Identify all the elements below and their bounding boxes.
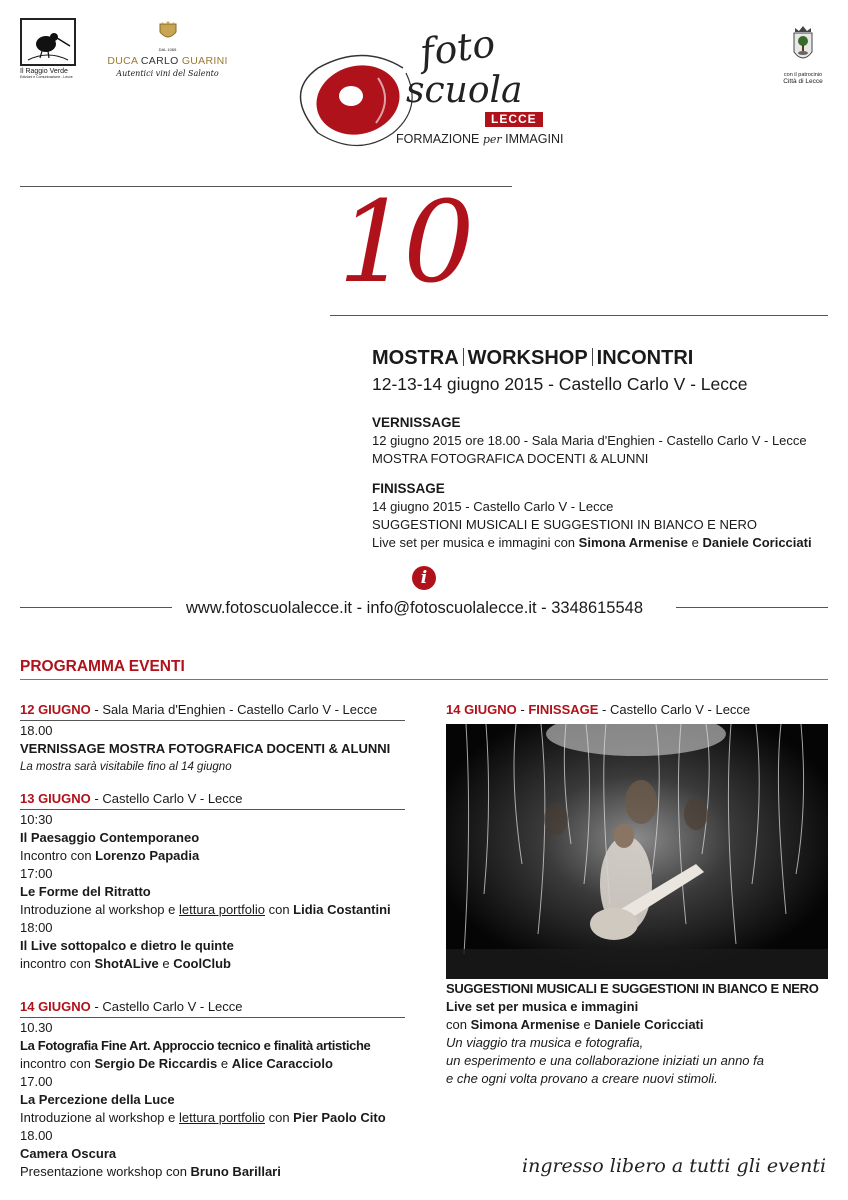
day13-place: - Castello Carlo V - Lecce — [90, 791, 243, 806]
headline-workshop: WORKSHOP — [467, 347, 588, 369]
guarini-name — [95, 55, 240, 67]
logo-tagline — [396, 132, 563, 146]
finissage-artist-1: Simona Armenise — [578, 535, 688, 550]
day13-e3-desc-c: e — [158, 956, 174, 971]
finissage-artist-2: Daniele Coricciati — [702, 535, 812, 550]
day13-e1-desc-a: Incontro con — [20, 848, 96, 863]
edition-number: 10 — [338, 178, 469, 308]
logo-lecce-badge: LECCE — [485, 112, 543, 127]
day13-e1-desc — [20, 847, 405, 865]
finissage-block — [372, 480, 812, 552]
info-icon — [412, 566, 436, 590]
day14-place: - Castello Carlo V - Lecce — [90, 999, 243, 1014]
fotoscuola-logo — [288, 18, 568, 158]
guarini-name-2: CARLO — [140, 55, 179, 67]
day13-e1-speaker: Lorenzo Papadia — [95, 848, 200, 863]
day14-e3-desc — [20, 1163, 405, 1181]
finissage-line3-c: e — [688, 535, 703, 550]
day14-block — [20, 998, 405, 1181]
vernissage-title: VERNISSAGE — [372, 415, 461, 430]
day13-e2-desc-b: con — [264, 902, 294, 917]
finissage-caption-3a: con — [446, 1017, 471, 1032]
guitarist-photo-image — [446, 724, 828, 979]
finissage-caption-4: Un viaggio tra musica e fotografia, — [446, 1035, 644, 1050]
finissage-line3-a: Live set per musica e immagini con — [372, 535, 579, 550]
day14-e3-speaker: Bruno Barillari — [190, 1164, 281, 1179]
finissage-caption-6: e che ogni volta provano a creare nuovi stimoli. — [446, 1071, 718, 1086]
number-divider — [330, 315, 828, 316]
raggio-verde-logo — [20, 18, 76, 79]
day13-e2-desc-a: Introduzione al workshop e — [20, 902, 179, 917]
finissage-program-date: 14 GIUGNO — [446, 702, 517, 717]
day13-e3-guest-2: CoolClub — [173, 956, 231, 971]
day12-date: 12 GIUGNO — [20, 702, 91, 717]
finissage-title: FINISSAGE — [372, 481, 445, 496]
info-icon-glyph: i — [420, 568, 428, 588]
contact-line[interactable]: www.fotoscuolalecce.it - info@fotoscuolalecce.it - 3348615548 — [186, 599, 644, 617]
day12-header — [20, 701, 405, 719]
day14-e2-speaker: Pier Paolo Cito — [293, 1110, 386, 1125]
vernissage-line1: 12 giugno 2015 ore 18.00 - Sala Maria d'Enghien - Castello Carlo V - Lecce — [372, 433, 807, 448]
contact-rule-right — [676, 607, 828, 608]
vernissage-block — [372, 414, 807, 468]
footer-free-entry: ingresso libero a tutti gli eventi — [522, 1155, 827, 1177]
finissage-line2: SUGGESTIONI MUSICALI E SUGGESTIONI IN BIANCO E NERO — [372, 517, 758, 532]
day13-e2-speaker: Lidia Costantini — [293, 902, 391, 917]
day14-e1-speaker-1: Sergio De Riccardis — [94, 1056, 218, 1071]
city-coat-of-arms-icon — [791, 22, 815, 66]
day14-e2-desc — [20, 1109, 405, 1127]
day13-e2-title: Le Forme del Ritratto — [20, 884, 151, 899]
finissage-caption-2: Live set per musica e immagini — [446, 999, 639, 1014]
finissage-photo — [446, 724, 828, 979]
day14-e1-speaker-2: Alice Caracciolo — [231, 1056, 333, 1071]
day13-block — [20, 790, 405, 973]
logo-tagline-b: per — [482, 133, 502, 146]
program-title-rule — [20, 679, 828, 680]
finissage-program-header — [446, 701, 750, 719]
day14-e2-desc-a: Introduzione al workshop e — [20, 1110, 179, 1125]
day12-place: - Sala Maria d'Enghien - Castello Carlo V - Lecce — [90, 702, 378, 717]
kiwi-bird-icon — [22, 20, 74, 64]
day14-e1-title: La Fotografia Fine Art. Approccio tecnico e finalità artistiche — [20, 1038, 371, 1053]
day13-date: 13 GIUGNO — [20, 791, 91, 806]
day14-e2-time: 17.00 — [20, 1074, 53, 1089]
day13-e2-portfolio: lettura portfolio — [178, 902, 265, 917]
day14-e3-title: Camera Oscura — [20, 1146, 117, 1161]
logo-scuola-text: scuola — [406, 70, 523, 111]
guarini-name-1: DUCA — [107, 55, 138, 67]
program-title: PROGRAMMA EVENTI — [20, 658, 185, 675]
day12-block — [20, 701, 405, 776]
raggio-verde-mark — [20, 18, 76, 66]
finissage-caption-1: SUGGESTIONI MUSICALI E SUGGESTIONI IN BIANCO E NERO — [446, 981, 819, 996]
day14-e1-desc-a: incontro con — [20, 1056, 95, 1071]
day13-e2-time: 17:00 — [20, 866, 53, 881]
finissage-caption-artist-1: Simona Armenise — [470, 1017, 580, 1032]
day14-header — [20, 998, 405, 1016]
day13-e2-desc — [20, 901, 405, 919]
day12-event: VERNISSAGE MOSTRA FOTOGRAFICA DOCENTI & ALUNNI — [20, 741, 391, 756]
day14-e1-desc — [20, 1055, 405, 1073]
citta-di-lecce-patronage — [778, 22, 828, 85]
headline-mostra: MOSTRA — [372, 347, 459, 369]
patron-line1: con il patrocinio — [783, 72, 823, 78]
day13-e3-time: 18:00 — [20, 920, 53, 935]
day13-e1-title: Il Paesaggio Contemporaneo — [20, 830, 200, 845]
headline-dates: 12-13-14 giugno 2015 - Castello Carlo V - Lecce — [372, 374, 748, 394]
day13-e1-time: 10:30 — [20, 812, 53, 827]
crest-icon — [157, 20, 179, 42]
finissage-caption — [446, 980, 828, 1088]
finissage-program-label: FINISSAGE — [528, 702, 599, 717]
day14-e3-time: 18.00 — [20, 1128, 53, 1143]
day12-time: 18.00 — [20, 723, 53, 738]
day14-e2-desc-b: con — [264, 1110, 294, 1125]
day14-e3-desc-a: Presentazione workshop con — [20, 1164, 191, 1179]
patron-line2: Città di Lecce — [783, 78, 823, 85]
logo-tagline-a: FORMAZIONE — [396, 132, 480, 146]
day14-e1-time: 10.30 — [20, 1020, 53, 1035]
headline-incontri: INCONTRI — [596, 347, 694, 369]
day13-e3-title: Il Live sottopalco e dietro le quinte — [20, 938, 234, 953]
finissage-line3 — [372, 534, 812, 552]
finissage-program-dash: - — [516, 702, 529, 717]
guarini-since: DAL 1065 — [158, 47, 177, 52]
raggio-verde-name: Il Raggio Verde — [20, 68, 68, 75]
day12-note: La mostra sarà visitabile fino al 14 giugno — [20, 761, 232, 773]
day13-e3-guest-1: ShotALive — [94, 956, 159, 971]
finissage-caption-artist-2: Daniele Coricciati — [594, 1017, 704, 1032]
duca-carlo-guarini-logo — [95, 20, 240, 78]
day14-date: 14 GIUGNO — [20, 999, 91, 1014]
vernissage-line2: MOSTRA FOTOGRAFICA DOCENTI & ALUNNI — [372, 451, 649, 466]
day13-header — [20, 790, 405, 808]
contact-rule-left — [20, 607, 172, 608]
guarini-tagline: Autentici vini del Salento — [116, 69, 219, 78]
day14-e2-portfolio: lettura portfolio — [178, 1110, 265, 1125]
logo-tagline-c: IMMAGINI — [505, 132, 564, 146]
day14-e1-desc-c: e — [217, 1056, 232, 1071]
finissage-line1: 14 giugno 2015 - Castello Carlo V - Lecce — [372, 499, 614, 514]
guarini-name-3: GUARINI — [181, 55, 228, 67]
finissage-caption-3 — [446, 1016, 828, 1034]
headline-title — [372, 346, 693, 370]
logo-foto-text: foto — [417, 20, 498, 76]
finissage-caption-3c: e — [579, 1017, 595, 1032]
day13-e3-desc-a: incontro con — [20, 956, 95, 971]
day13-e3-desc — [20, 955, 405, 973]
day14-e2-title: La Percezione della Luce — [20, 1092, 175, 1107]
finissage-caption-5: un esperimento e una collaborazione iniziati un anno fa — [446, 1053, 764, 1068]
raggio-verde-sub: Edizioni e Comunicazione - Lecce — [20, 75, 73, 79]
finissage-program-place: - Castello Carlo V - Lecce — [598, 702, 751, 717]
